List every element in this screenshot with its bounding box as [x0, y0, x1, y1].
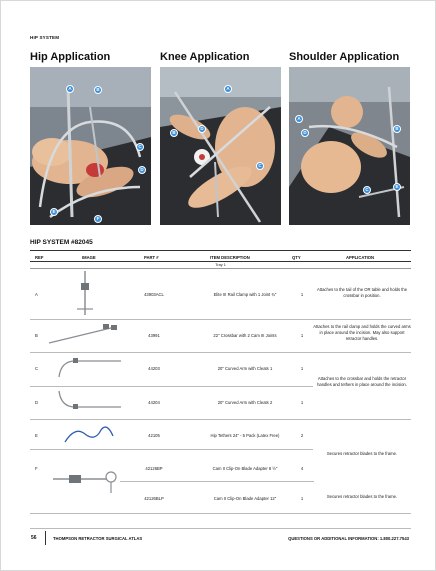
- divider: [30, 513, 411, 514]
- table-header: [30, 250, 411, 262]
- callout-d: D: [198, 125, 206, 133]
- contact-info: QUESTIONS OR ADDITIONAL INFORMATION: 1.800.227.7543: [288, 536, 409, 541]
- row-f2-part: 42126BLP: [144, 496, 164, 501]
- curved-arm-1-image: [55, 355, 125, 381]
- row-d-description: 20" Curved Arm with Cleats 2: [217, 400, 273, 405]
- callout-c: C: [256, 162, 264, 170]
- row-b-part: 43991: [148, 333, 160, 338]
- row-e-part: 42105: [148, 433, 160, 438]
- header-application: APPLICATION: [346, 254, 375, 260]
- hip-application-title: Hip Application: [30, 51, 111, 63]
- callout-e: E: [50, 208, 58, 216]
- footer-separator: [45, 531, 46, 545]
- callout-d: D: [301, 129, 309, 137]
- divider: [120, 481, 314, 482]
- row-f-ref: F: [35, 466, 38, 471]
- divider: [30, 352, 411, 353]
- row-c-ref: C: [35, 366, 39, 371]
- knee-application-photo: [160, 67, 281, 225]
- row-f2-application: Secures retractor blades to the frame.: [326, 494, 398, 499]
- row-a-application: Attaches to the tail of the OR table and holds the crossbar in position.: [316, 287, 408, 298]
- row-ef-application: Secures retractor blades to the frame.: [326, 451, 398, 456]
- row-b-ref: B: [35, 333, 38, 338]
- divider: [30, 449, 313, 450]
- row-a-ref: A: [35, 292, 38, 297]
- row-c-part: 44203: [148, 366, 160, 371]
- row-e-ref: E: [35, 433, 38, 438]
- header-image: IMAGE: [82, 254, 96, 260]
- callout-a: A: [295, 115, 303, 123]
- row-f2-description: Cam II Clip-On Blade Adapter 12": [213, 496, 277, 501]
- row-a-part: 43903ACL: [144, 292, 164, 297]
- divider: [30, 319, 411, 320]
- callout-e: E: [393, 183, 401, 191]
- row-f-description: Cam II Clip-On Blade Adapter 8 ½": [212, 466, 278, 471]
- shoulder-application-photo: [289, 67, 410, 225]
- callout-c: C: [363, 186, 371, 194]
- section-label: HIP SYSTEM: [30, 35, 60, 40]
- header-ref: REF: [35, 254, 44, 260]
- hip-application-photo: [30, 67, 151, 225]
- callout-a: A: [224, 85, 232, 93]
- footer-divider: [30, 528, 411, 529]
- header-qty: QTY: [292, 254, 301, 260]
- row-b-description: 22" Crossbar with 2 Cam III Joints: [213, 333, 277, 338]
- divider: [30, 419, 411, 420]
- row-d-part: 44204: [148, 400, 160, 405]
- tray-label: Tray 1: [215, 263, 226, 267]
- row-a-qty: 1: [300, 292, 304, 297]
- callout-b: B: [170, 129, 178, 137]
- callout-f: F: [94, 215, 102, 223]
- shoulder-application-title: Shoulder Application: [289, 51, 400, 63]
- rail-clamp-image: [65, 269, 105, 319]
- atlas-title: THOMPSON RETRACTOR SURGICAL ATLAS: [53, 536, 143, 541]
- row-f2-qty: 1: [300, 496, 304, 501]
- header-description: ITEM DESCRIPTION: [210, 254, 250, 260]
- curved-arm-2-image: [55, 387, 125, 413]
- row-e-qty: 2: [300, 433, 304, 438]
- knee-application-title: Knee Application: [160, 51, 250, 63]
- row-a-description: Elite III Rail Clamp with 1 Joint ¾": [213, 292, 277, 297]
- row-c-description: 20" Curved Arm with Cleats 1: [217, 366, 273, 371]
- page-number: 56: [31, 535, 37, 541]
- callout-d: D: [138, 166, 146, 174]
- row-c-qty: 1: [300, 366, 304, 371]
- crossbar-image: [45, 321, 121, 347]
- row-e-description: Hip Tethers 24" - 5 Pack (Latex Free): [210, 433, 280, 438]
- row-b-qty: 1: [300, 333, 304, 338]
- callout-c: C: [136, 143, 144, 151]
- row-d-qty: 1: [300, 400, 304, 405]
- callout-b: B: [393, 125, 401, 133]
- row-d-ref: D: [35, 400, 39, 405]
- header-part: PART #: [144, 254, 159, 260]
- hip-tethers-image: [61, 422, 117, 448]
- row-cd-application: Attaches to the crossbar and holds the retractor handles and tethers in place around the incision.: [317, 376, 407, 387]
- row-f-qty: 4: [300, 466, 304, 471]
- row-f-part: 42126BP: [145, 466, 163, 471]
- blade-adapter-image: [49, 457, 123, 497]
- callout-b: B: [94, 86, 102, 94]
- system-title: HIP SYSTEM #82045: [30, 239, 93, 246]
- row-b-application: Attaches to the rail clamp and holds the curved arms in place around the incision. May also support retractor handles.: [313, 324, 411, 341]
- callout-a: A: [66, 85, 74, 93]
